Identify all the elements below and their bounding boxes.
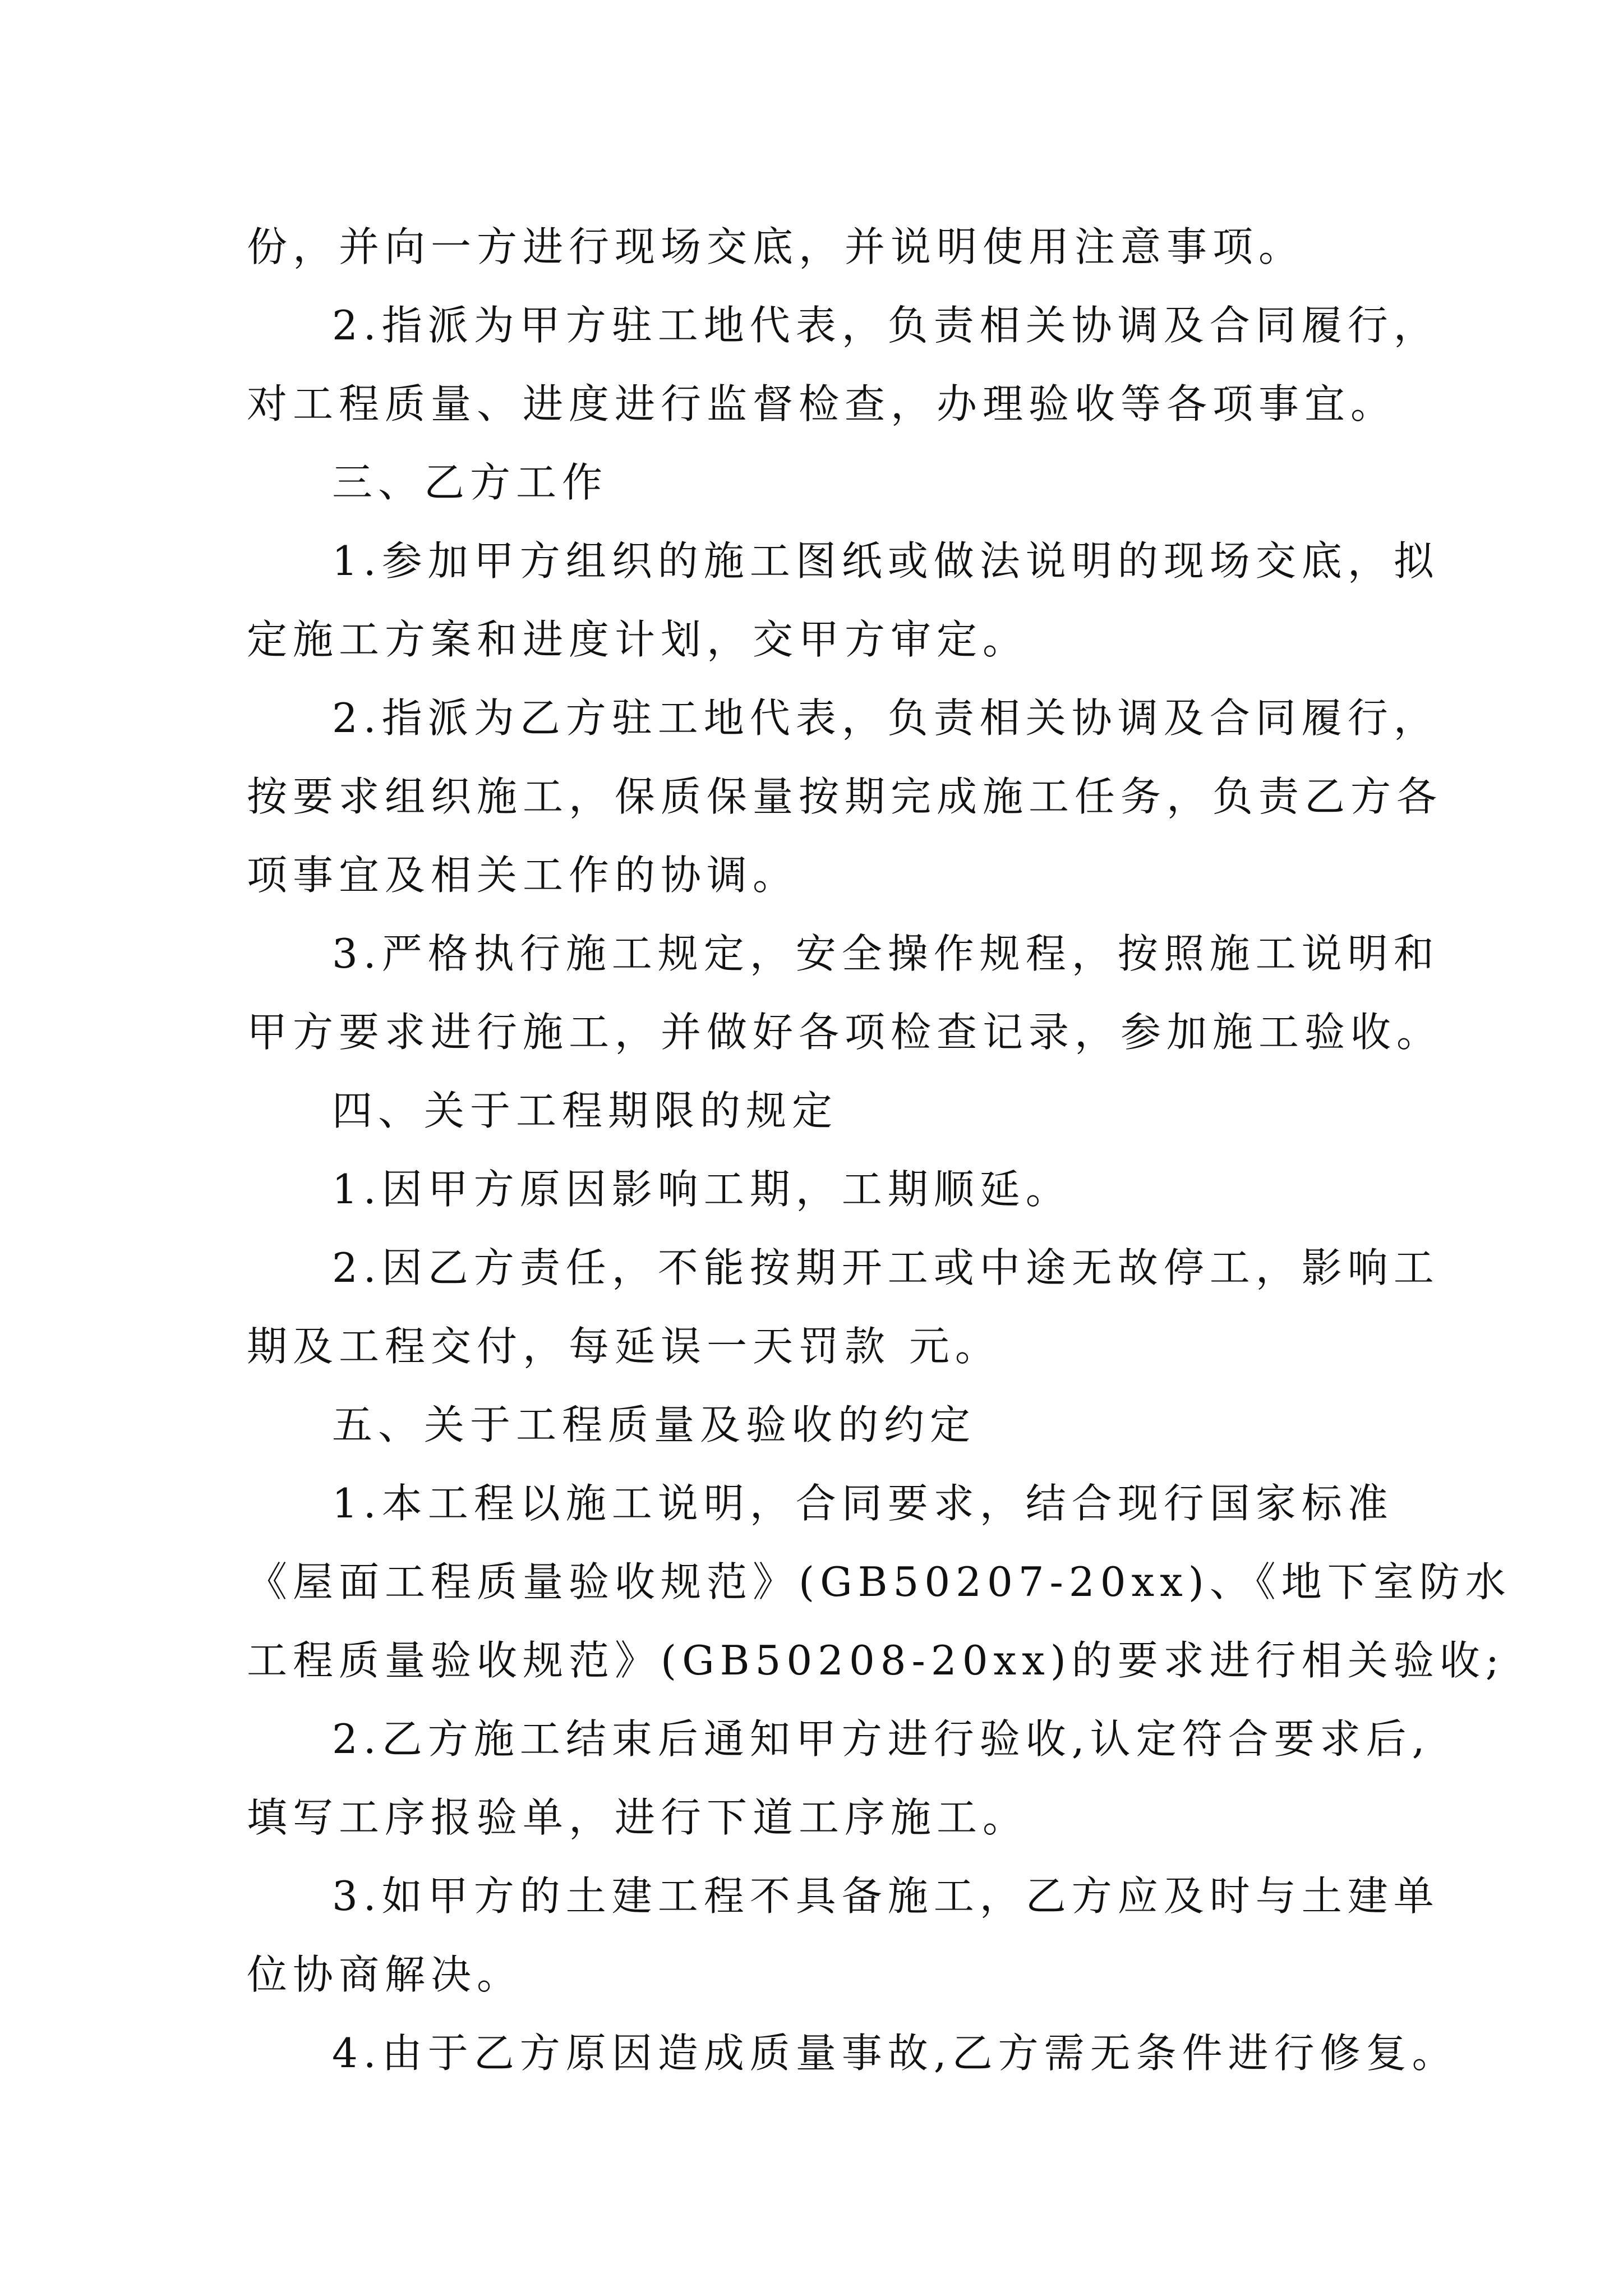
paragraph-line: 3.如甲方的土建工程不具备施工，乙方应及时与土建单 <box>332 1872 1440 1920</box>
paragraph-line: 3.严格执行施工规定，安全操作规程，按照施工说明和 <box>332 930 1440 977</box>
paragraph-line: 份，并向一方进行现场交底，并说明使用注意事项。 <box>247 223 1305 270</box>
paragraph-line: 填写工序报验单，进行下道工序施工。 <box>247 1794 1029 1841</box>
paragraph-line: 2.指派为甲方驻工地代表，负责相关协调及合同履行， <box>332 302 1440 349</box>
paragraph-line: 项事宜及相关工作的协调。 <box>247 852 799 899</box>
paragraph-line: 4.由于乙方原因造成质量事故,乙方需无条件进行修复。 <box>332 2030 1458 2077</box>
paragraph-line: 1.本工程以施工说明，合同要求，结合现行国家标准 <box>332 1480 1394 1527</box>
paragraph-line: 2.乙方施工结束后通知甲方进行验收,认定符合要求后, <box>332 1715 1431 1763</box>
section-heading: 三、乙方工作 <box>332 459 608 506</box>
paragraph-line: 工程质量验收规范》(GB50208-20xx)的要求进行相关验收; <box>247 1637 1505 1684</box>
paragraph-line: 甲方要求进行施工，并做好各项检查记录，参加施工验收。 <box>247 1009 1443 1056</box>
paragraph-line: 2.指派为乙方驻工地代表，负责相关协调及合同履行， <box>332 694 1440 742</box>
section-heading: 四、关于工程期限的规定 <box>332 1087 838 1134</box>
paragraph-line: 定施工方案和进度计划，交甲方审定。 <box>247 616 1029 663</box>
paragraph-line: 按要求组织施工，保质保量按期完成施工任务，负责乙方各 <box>247 773 1443 820</box>
paragraph-line: 1.因甲方原因影响工期，工期顺延。 <box>332 1166 1072 1213</box>
paragraph-line: 对工程质量、进度进行监督检查，办理验收等各项事宜。 <box>247 380 1397 427</box>
paragraph-line: 2.因乙方责任，不能按期开工或中途无故停工，影响工 <box>332 1244 1440 1291</box>
paragraph-line: 《屋面工程质量验收规范》(GB50207-20xx)、《地下室防水 <box>247 1558 1511 1605</box>
document-body <box>247 208 1511 2092</box>
section-heading: 五、关于工程质量及验收的约定 <box>332 1401 976 1448</box>
paragraph-line: 期及工程交付，每延误一天罚款 元。 <box>247 1323 1001 1370</box>
paragraph-line: 1.参加甲方组织的施工图纸或做法说明的现场交底，拟 <box>332 537 1440 585</box>
paragraph-line: 位协商解决。 <box>247 1951 523 1998</box>
